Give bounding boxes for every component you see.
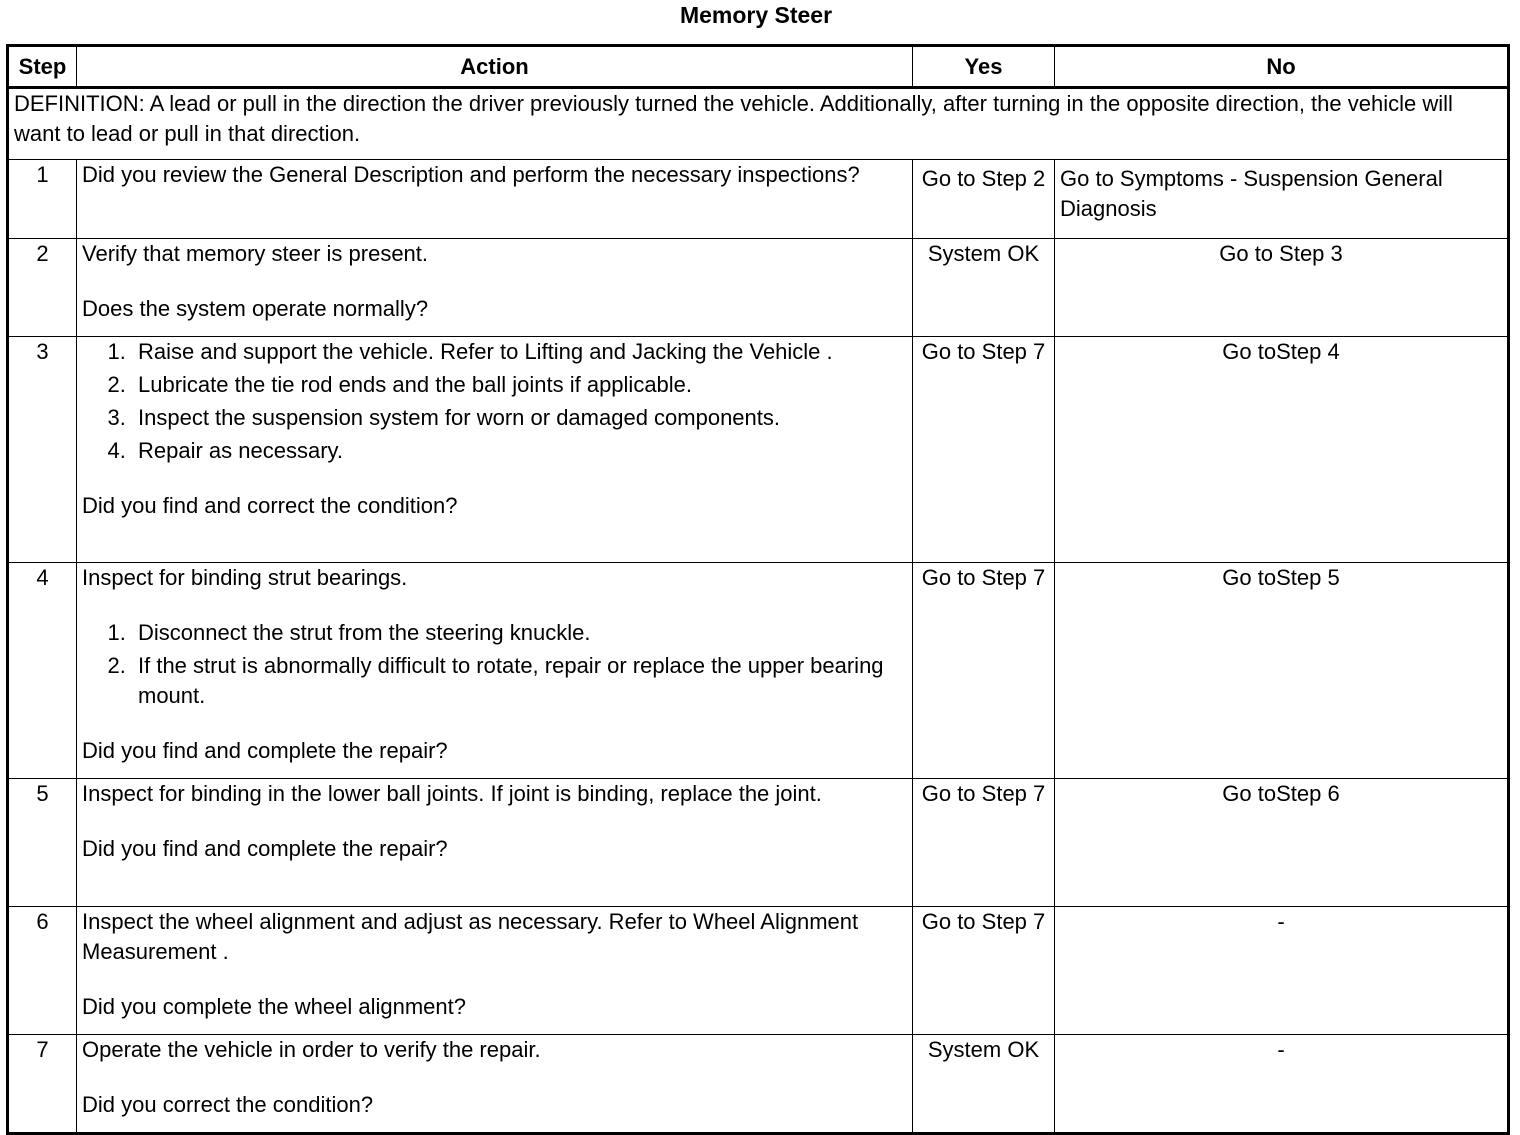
table-row — [8, 1035, 1509, 1134]
step-number: 2 — [8, 239, 77, 337]
header-action: Action — [77, 46, 913, 88]
step-number: 4 — [8, 563, 77, 779]
step-no: Go toStep 4 — [1055, 337, 1509, 563]
step-action — [77, 563, 913, 779]
action-text: Inspect the wheel alignment and adjust as necessary. Refer to Wheel Alignment Measurement . — [82, 909, 859, 964]
action-list — [82, 618, 907, 711]
step-yes: Go to Step 7 — [913, 779, 1055, 907]
step-no: - — [1055, 1035, 1509, 1134]
definition-row — [8, 88, 1509, 160]
step-number: 3 — [8, 337, 77, 563]
step-yes: System OK — [913, 239, 1055, 337]
action-text: Inspect for binding strut bearings. — [82, 565, 408, 590]
step-action — [77, 1035, 913, 1134]
table-row — [8, 337, 1509, 563]
action-question: Did you find and correct the condition? — [82, 493, 458, 518]
list-item: 4. Repair as necessary. — [132, 436, 907, 466]
table-row — [8, 239, 1509, 337]
step-number: 6 — [8, 907, 77, 1035]
header-no: No — [1055, 46, 1509, 88]
list-item: 1. Raise and support the vehicle. Refer to Lifting and Jacking the Vehicle . — [132, 337, 907, 367]
action-question: Does the system operate normally? — [82, 296, 429, 321]
action-text: Did you review the General Description and perform the necessary inspections? — [82, 162, 860, 187]
table-header-row — [8, 46, 1509, 88]
step-action — [77, 907, 913, 1035]
table-row — [8, 160, 1509, 239]
definition-text: DEFINITION: A lead or pull in the direction the driver previously turned the vehicle. Additionally, after turning in the opposite direction, the vehicle will want to lead or pull in that direction. — [8, 88, 1509, 160]
action-text: Operate the vehicle in order to verify the repair. — [82, 1037, 541, 1062]
step-no: Go to Step 3 — [1055, 239, 1509, 337]
step-number: 7 — [8, 1035, 77, 1134]
action-list — [82, 337, 907, 466]
step-action — [77, 779, 913, 907]
step-no: Go toStep 5 — [1055, 563, 1509, 779]
action-text: Verify that memory steer is present. — [82, 241, 429, 266]
step-yes: Go to Step 7 — [913, 563, 1055, 779]
step-action — [77, 337, 913, 563]
step-yes: System OK — [913, 1035, 1055, 1134]
list-item: 1. Disconnect the strut from the steering knuckle. — [132, 618, 907, 648]
list-item: 2. Lubricate the tie rod ends and the ball joints if applicable. — [132, 370, 907, 400]
action-question: Did you find and complete the repair? — [82, 738, 448, 763]
step-action — [77, 239, 913, 337]
step-action — [77, 160, 913, 239]
list-item: 3. Inspect the suspension system for worn or damaged components. — [132, 403, 907, 433]
step-no: - — [1055, 907, 1509, 1035]
header-step: Step — [8, 46, 77, 88]
action-text: Inspect for binding in the lower ball joints. If joint is binding, replace the joint. — [82, 781, 822, 806]
page-title: Memory Steer — [679, 2, 833, 28]
action-question: Did you find and complete the repair? — [82, 836, 448, 861]
table-row — [8, 907, 1509, 1035]
step-number: 1 — [8, 160, 77, 239]
diagnostic-table — [6, 44, 1510, 1135]
step-no: Go toStep 6 — [1055, 779, 1509, 907]
table-row — [8, 779, 1509, 907]
step-yes: Go to Step 7 — [913, 337, 1055, 563]
action-question: Did you complete the wheel alignment? — [82, 994, 467, 1019]
table-row — [8, 563, 1509, 779]
step-no: Go to Symptoms - Suspension General Diagnosis — [1055, 160, 1509, 239]
action-question: Did you correct the condition? — [82, 1092, 374, 1117]
step-number: 5 — [8, 779, 77, 907]
header-yes: Yes — [913, 46, 1055, 88]
step-yes: Go to Step 2 — [913, 160, 1055, 239]
step-yes: Go to Step 7 — [913, 907, 1055, 1035]
list-item: 2. If the strut is abnormally difficult to rotate, repair or replace the upper bearing mount. — [132, 651, 907, 711]
